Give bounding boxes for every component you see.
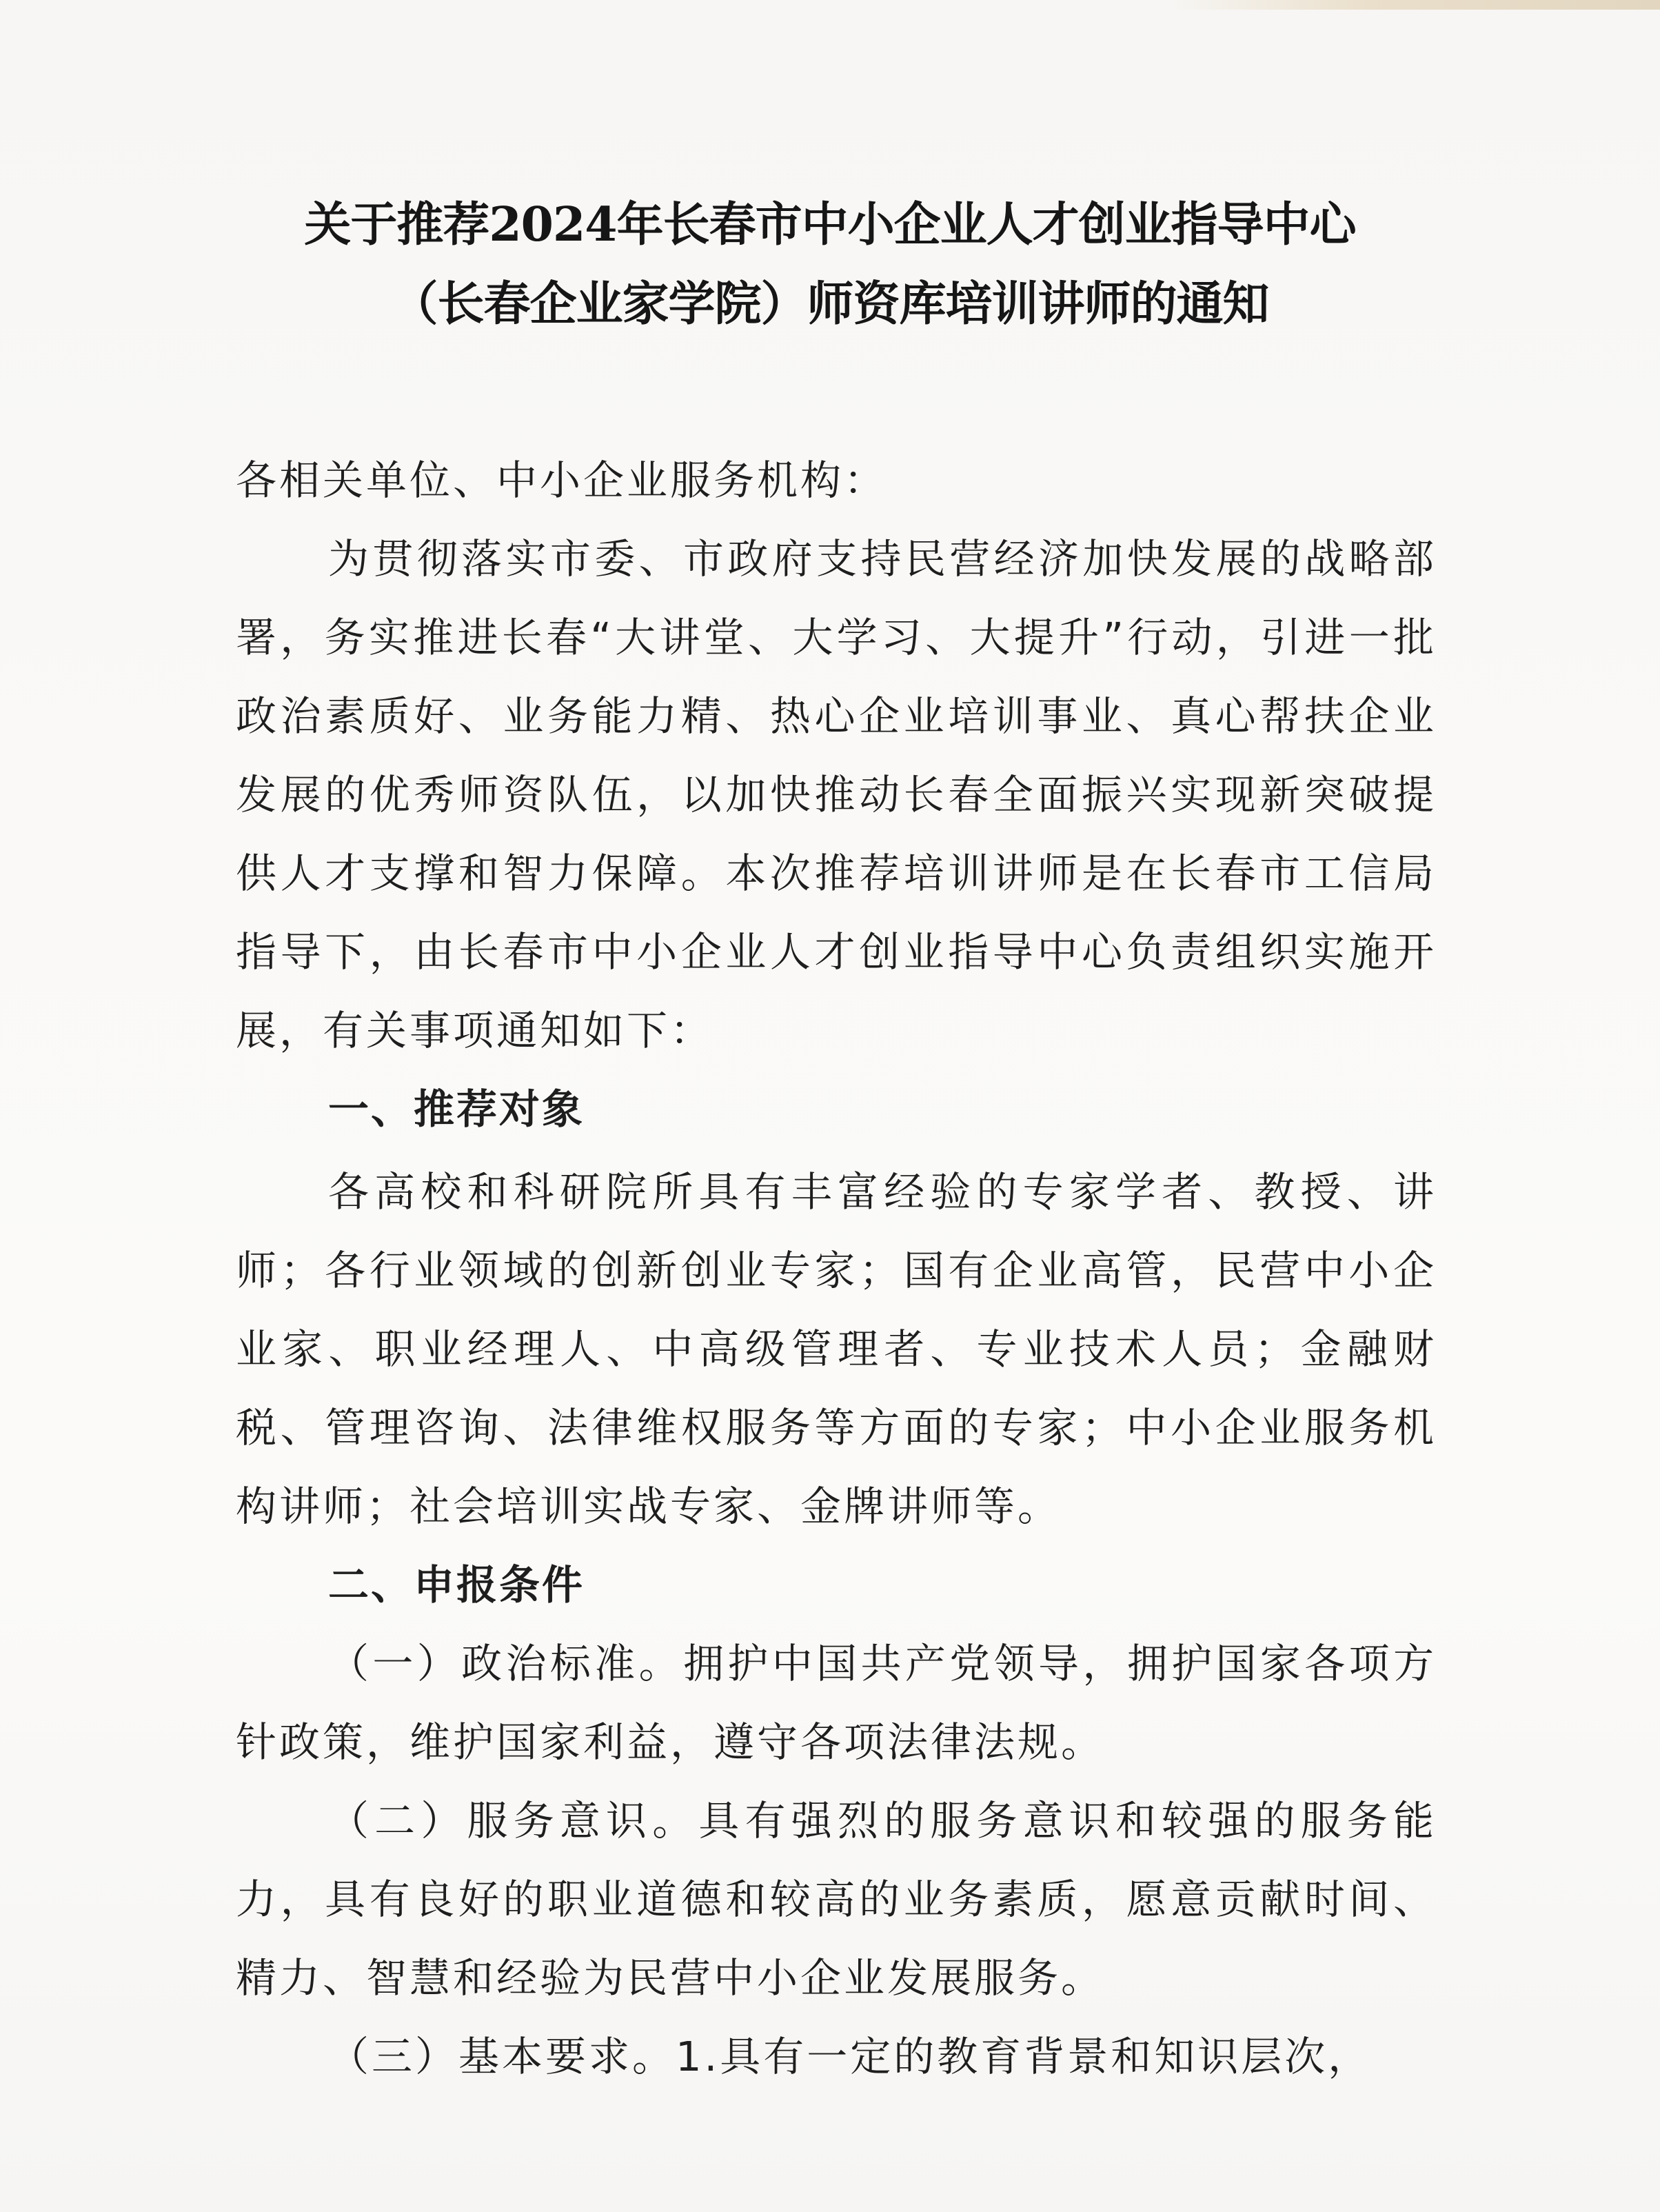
- condition-3-paragraph: （三）基本要求。1.具有一定的教育背景和知识层次，: [328, 2033, 1372, 2080]
- document-title-line-2: （长春企业家学院）师资库培训讲师的通知: [391, 276, 1269, 332]
- section-1-heading: 一、推荐对象: [328, 1085, 585, 1133]
- section-2-heading: 二、申报条件: [328, 1561, 585, 1609]
- condition-1-paragraph: （一）政治标准。拥护中国共产党领导，拥护国家各项方针政策，维护国家利益，遵守各项法律法规。: [236, 1640, 1437, 1766]
- section-1-paragraph: 各高校和科研院所具有丰富经验的专家学者、教授、讲师；各行业领域的创新创业专家；国有企业高管，民营中小企业家、职业经理人、中高级管理者、专业技术人员；金融财税、管理咨询、法律维权服务等方面的专家；中小企业服务机构讲师；社会培训实战专家、金牌讲师等。: [236, 1168, 1437, 1530]
- salutation: 各相关单位、中小企业服务机构：: [236, 456, 888, 504]
- document-body: [236, 441, 1437, 2096]
- intro-paragraph: 为贯彻落实市委、市政府支持民营经济加快发展的战略部署，务实推进长春“大讲堂、大学习、大提升”行动，引进一批政治素质好、业务能力精、热心企业培训事业、真心帮扶企业发展的优秀师资队伍，以加快推动长春全面振兴实现新突破提供人才支撑和智力保障。本次推荐培训讲师是在长春市工信局指导下，由长春市中小企业人才创业指导中心负责组织实施开展，有关事项通知如下：: [236, 535, 1437, 1054]
- paper-edge-shadow: [1172, 0, 1660, 10]
- condition-2-paragraph: （二）服务意识。具有强烈的服务意识和较强的服务能力，具有良好的职业道德和较高的业务素质，愿意贡献时间、精力、智慧和经验为民营中小企业发展服务。: [236, 1797, 1437, 2002]
- document-title-line-1: 关于推荐2024年长春市中小企业人才创业指导中心: [304, 197, 1356, 252]
